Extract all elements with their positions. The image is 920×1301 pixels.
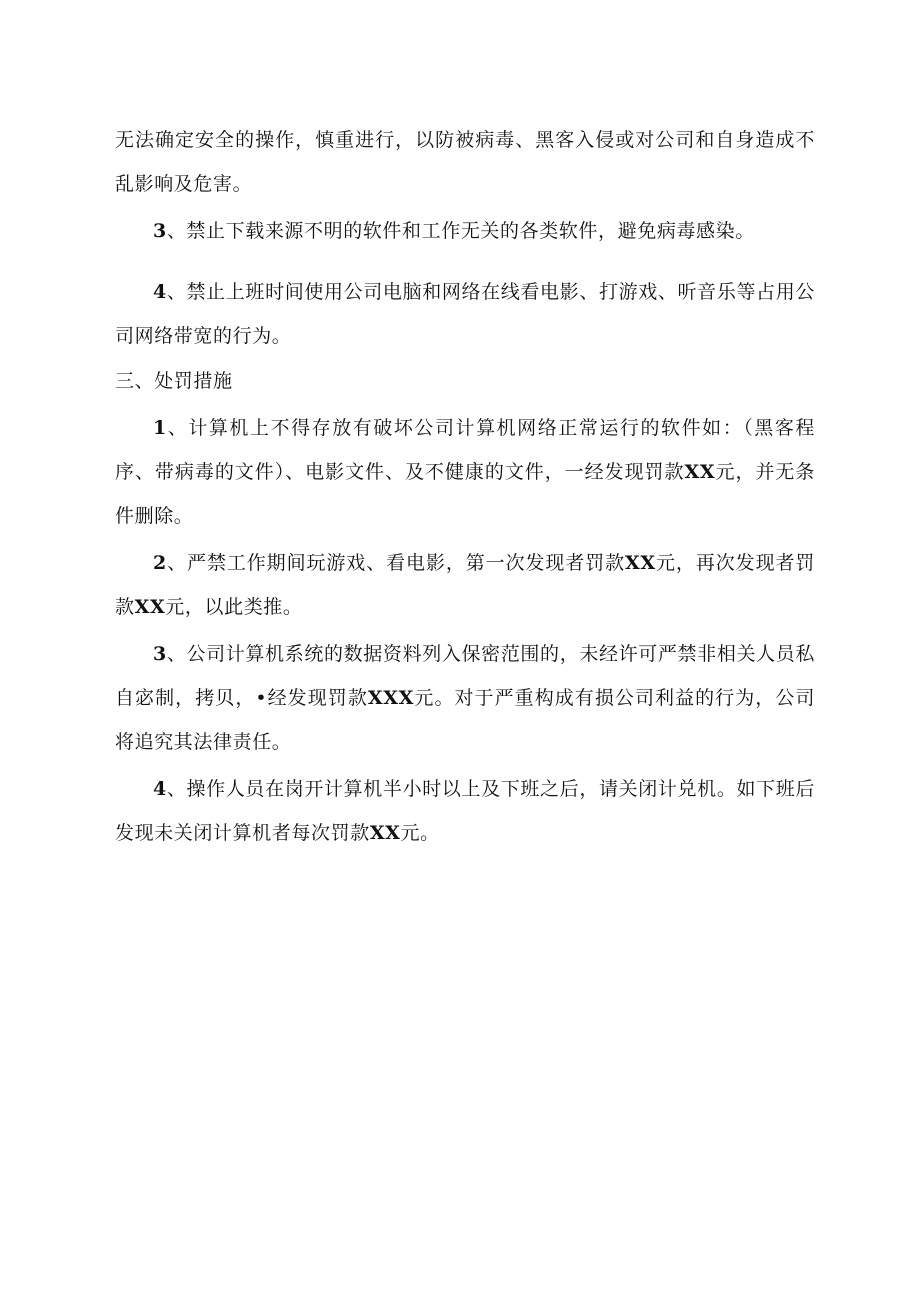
item-number: 2 bbox=[153, 552, 167, 574]
rule-item-3 bbox=[115, 209, 815, 253]
penalty-item-1 bbox=[115, 406, 815, 538]
item-number: 3 bbox=[153, 220, 167, 242]
penalty-item-2 bbox=[115, 541, 815, 629]
section-heading: 三、处罚措施 bbox=[115, 370, 233, 392]
rule-item-4 bbox=[115, 270, 815, 358]
item-number: 4 bbox=[153, 778, 167, 800]
item-text: 、禁止下载来源不明的软件和工作无关的各类软件，避免病毒感染。 bbox=[166, 220, 755, 242]
paragraph-continuation bbox=[115, 118, 815, 206]
item-text: 、公司计算机系统的数据资料列入保密范围的，未经许可严禁非相关人员私自宓制，拷贝，•经发现罚款XXX元。对于严重构成有损公司利益的行为，公司将追究其法律责任。 bbox=[115, 643, 815, 753]
item-number: 4 bbox=[153, 281, 167, 303]
item-text: 、操作人员在岗开计算机半小时以上及下班之后，请关闭计兑机。如下班后发现未关闭计算机者每次罚款XX元。 bbox=[115, 778, 815, 844]
penalty-item-3 bbox=[115, 632, 815, 764]
paragraph-text: 无法确定安全的操作，慎重进行，以防被病毒、黑客入侵或对公司和自身造成不乱影响及危害。 bbox=[115, 129, 815, 195]
document-body bbox=[115, 118, 815, 855]
item-text: 、计算机上不得存放有破坏公司计算机网络正常运行的软件如：（黑客程序、带病毒的文件）、电影文件、及不健康的文件，一经发现罚款XX元，并无条件删除。 bbox=[115, 417, 815, 527]
item-number: 3 bbox=[153, 643, 167, 665]
item-text: 、严禁工作期间玩游戏、看电影，第一次发现者罚款XX元，再次发现者罚款XX元，以此类推。 bbox=[115, 552, 815, 618]
item-number: 1 bbox=[153, 417, 167, 439]
penalty-item-4 bbox=[115, 767, 815, 855]
item-text: 、禁止上班时间使用公司电脑和网络在线看电影、打游戏、听音乐等占用公司网络带宽的行为。 bbox=[115, 281, 815, 347]
